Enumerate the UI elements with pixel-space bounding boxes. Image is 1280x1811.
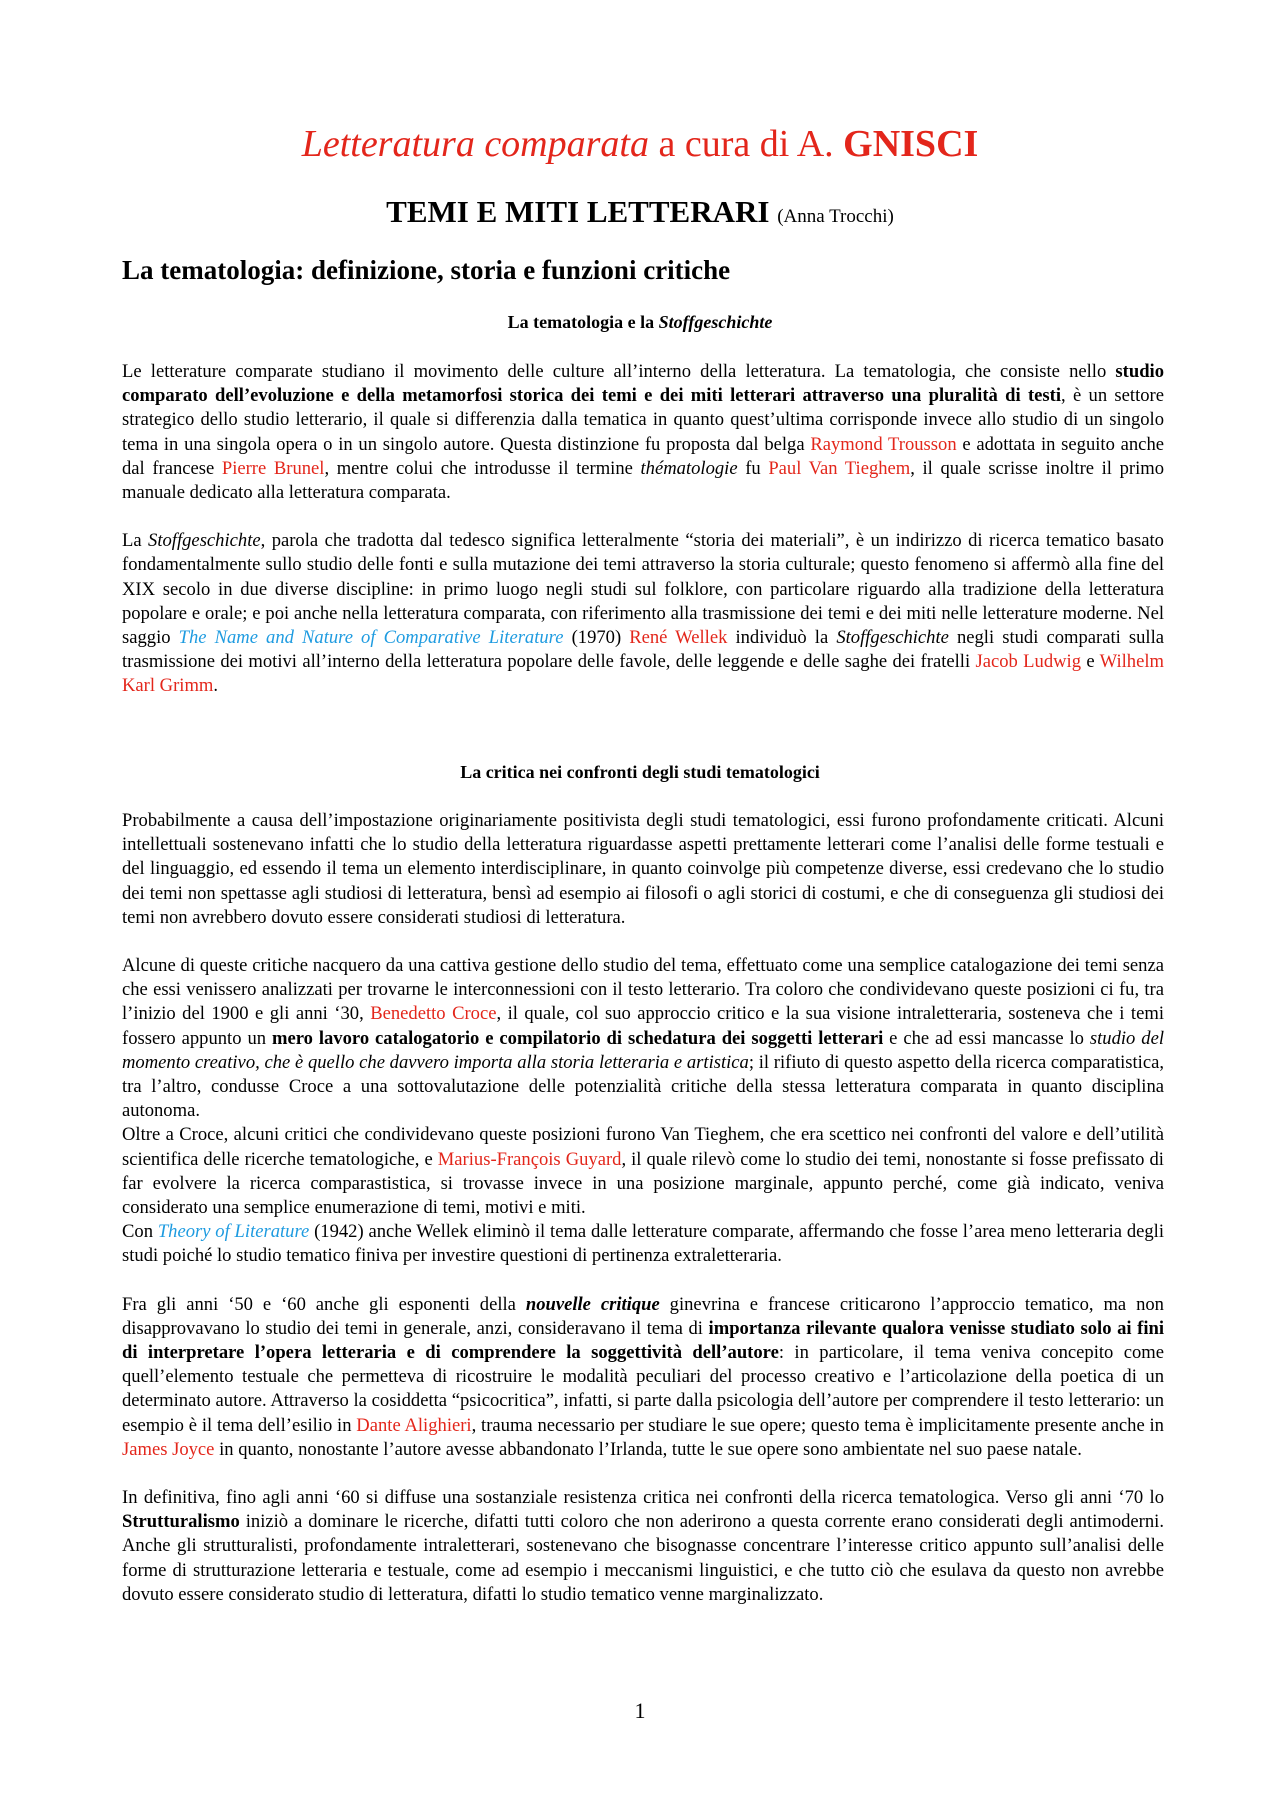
title-author: GNISCI bbox=[843, 123, 979, 165]
p7-text-a: Fra gli anni ‘50 e ‘60 anche gli esponenti della bbox=[122, 1293, 526, 1315]
paragraph-7 bbox=[122, 1293, 1164, 1462]
p1-bold: studio comparato dell’evoluzione e della metamorfosi storica dei temi e dei miti letterari attraverso una pluralità di testi bbox=[122, 361, 1164, 407]
p5-text-a: Oltre a Croce, alcuni critici che condividevano queste posizioni furono Van Tieghem, che era scettico nei confronti del valore e dell’utilità scientifica delle ricerche tematologiche, e bbox=[122, 1124, 1164, 1170]
p8-text-b: iniziò a dominare le ricerche, difatti tutti coloro che non aderirono a questa corrente erano considerati degli antimoderni. Anche gli strutturalisti, profondamente intraletterari, sostenevano che bisognasse concentrare l’interesse critico appunto sull’analisi delle forme di strutturazione letteraria e testuale, come ad esempio i meccanismi linguistici, e che tutto ciò che esulava da questo non avrebbe dovuto essere considerato studio di letteratura, difatti lo studio tematico venne marginalizzato. bbox=[122, 1511, 1164, 1605]
subsection-1-italic: Stoffgeschichte bbox=[658, 312, 773, 332]
p1-text-f: fu bbox=[737, 457, 769, 479]
paragraph-1 bbox=[122, 360, 1164, 505]
p8-strutturalismo: Strutturalismo bbox=[122, 1511, 240, 1533]
p1-text-g: , il quale scrisse inoltre il primo manuale dedicato alla letteratura comparata. bbox=[122, 457, 1164, 504]
p5-text-b: , il quale rilevò come lo studio dei temi, nonostante si fosse prefissato di far evolvere la ricerca comparastistica, si trovasse invece in una posizione marginale, appunto perché, come già indicato, veniva considerato una semplice enumerazione di temi, motivi e miti. bbox=[122, 1148, 1164, 1219]
p7-text-c: : in particolare, il tema veniva concepito come quell’elemento testuale che permetteva di ricostruire le modalità peculiari del processo creativo e l’articolazione della poetica di un determinato autore. Attraverso la cosiddetta “psicocritica”, infatti, si parte dalla psicologia dell’autore per comprendere il testo letterario: un esempio è il tema dell’esilio in bbox=[122, 1342, 1165, 1436]
document-subtitle bbox=[0, 192, 1280, 237]
section-heading: La tematologia: definizione, storia e funzioni critiche bbox=[122, 255, 731, 285]
p1-text-c: , è un settore strategico dello studio letterario, il quale si differenzia dalla tematica in quanto quest’ultima corrisponde invece allo studio di un singolo tema in una singola opera o in un singolo autore. Questa distinzione fu proposta dal belga bbox=[122, 385, 1164, 455]
link-benedetto-croce[interactable]: Benedetto Croce bbox=[370, 1003, 497, 1025]
p8-text-a: In definitiva, fino agli anni ‘60 si diffuse una sostanziale resistenza critica nei confronti della ricerca tematologica. Verso gli anni ‘70 lo bbox=[122, 1487, 1164, 1509]
link-theory-of-literature[interactable]: Theory of Literature bbox=[157, 1221, 310, 1243]
link-rene-wellek[interactable]: René Wellek bbox=[629, 627, 728, 649]
title-italic: Letteratura comparata bbox=[301, 123, 649, 165]
title-mid: a cura di A. bbox=[648, 123, 844, 165]
p7-text-b: ginevrina e francese criticarono l’approccio tematico, ma non disapprovavano lo studio dei temi in generale, anzi, consideravano il tema di bbox=[122, 1293, 1164, 1339]
paragraph-6 bbox=[122, 1220, 1164, 1268]
p7-bold: importanza rilevante qualora venisse studiato solo ai fini di interpretare l’opera letteraria e di comprendere la soggettività dell’autore bbox=[122, 1317, 1164, 1364]
p1-text-d: e adottata in seguito anche dal francese bbox=[122, 433, 1164, 479]
subsection-heading-2: La critica nei confronti degli studi tematologici bbox=[460, 762, 820, 782]
link-name-and-nature[interactable]: The Name and Nature of Comparative Literature bbox=[178, 627, 564, 649]
p2-stoffgeschichte-1: Stoffgeschichte bbox=[148, 530, 261, 552]
paragraph-8 bbox=[122, 1486, 1164, 1607]
p2-text-b: , parola che tradotta dal tedesco significa letteralmente “storia dei materiali”, è un indirizzo di ricerca tematico basato fondamentalmente sullo studio delle fonti e sulla mutazione dei temi attraverso la storia culturale; questo fenomeno si affermò alla fine del XIX secolo in due diverse discipline: in primo luogo negli studi sul folklore, con particolare riguardo alla tradizione della letteratura popolare e orale; e poi anche nella letteratura comparata, con riferimento alla trasmissione dei temi e dei miti nelle letterature moderne. Nel saggio bbox=[122, 530, 1164, 649]
p4-text-a: Alcune di queste critiche nacquero da una cattiva gestione dello studio del tema, effettuato come una semplice catalogazione dei temi senza che essi venissero analizzati per trovarne le interconnessioni con il testo letterario. Tra coloro che condividevano queste posizioni ci fu, tra l’inizio del 1900 e gli anni ‘30, bbox=[122, 955, 1164, 1025]
link-james-joyce[interactable]: James Joyce bbox=[122, 1438, 215, 1460]
subtitle-author: (Anna Trocchi) bbox=[777, 206, 894, 227]
p7-nouvelle-critique: nouvelle critique bbox=[525, 1293, 660, 1315]
p6-text-a: Con bbox=[122, 1221, 158, 1243]
document-title bbox=[0, 120, 1280, 168]
p2-text-f: e bbox=[1081, 651, 1100, 673]
p2-text-a: La bbox=[122, 530, 149, 552]
p7-text-e: in quanto, nonostante l’autore avesse abbandonato l’Irlanda, tutte le sue opere sono ambientate nel suo paese natale. bbox=[214, 1438, 1082, 1460]
p7-text-d: , trauma necessario per studiare le sue opere; questo tema è implicitamente presente anche in bbox=[471, 1414, 1164, 1436]
p2-stoffgeschichte-2: Stoffgeschichte bbox=[836, 627, 949, 649]
p2-text-c: (1970) bbox=[563, 627, 630, 649]
link-dante-alighieri[interactable]: Dante Alighieri bbox=[356, 1414, 472, 1436]
subsection-1-pre: La tematologia e la bbox=[507, 312, 659, 332]
p4-italic: studio del momento creativo, che è quello che davvero importa alla storia letteraria e artistica bbox=[122, 1027, 1164, 1073]
p2-text-e: negli studi comparati sulla trasmissione dei motivi all’interno della letteratura popolare delle favole, delle leggende e delle saghe dei fratelli bbox=[122, 627, 1164, 673]
p2-text-d: individuò la bbox=[727, 627, 837, 649]
link-pierre-brunel[interactable]: Pierre Brunel bbox=[221, 457, 325, 479]
body-block-1 bbox=[122, 360, 1164, 699]
body-block-2 bbox=[122, 809, 1164, 1607]
link-raymond-trousson[interactable]: Raymond Trousson bbox=[810, 433, 957, 455]
link-jacob-ludwig[interactable]: Jacob Ludwig bbox=[975, 651, 1082, 673]
p2-text-g: . bbox=[213, 675, 219, 697]
p4-text-d: ; il rifiuto di questo aspetto della ricerca comparatistica, tra l’altro, condusse Croce a una sottovalutazione delle potenzialità critiche della stessa letteratura comparata in quanto disciplina autonoma. bbox=[122, 1051, 1164, 1122]
p4-text-b: , il quale, col suo approccio critico e la sua visione intraletteraria, sosteneva che i temi fossero appunto un bbox=[122, 1003, 1164, 1049]
link-paul-van-tieghem[interactable]: Paul Van Tieghem bbox=[768, 457, 911, 479]
page-number: 1 bbox=[634, 1698, 646, 1723]
p1-text-a: Le letterature comparate studiano il movimento delle culture all’interno della letteratura. La tematologia, che consiste nello bbox=[122, 361, 1116, 382]
paragraph-2 bbox=[122, 529, 1164, 698]
p1-thematologie: thématologie bbox=[640, 457, 738, 479]
p4-bold: mero lavoro catalogatorio e compilatorio di schedatura dei soggetti letterari bbox=[271, 1027, 884, 1049]
p4-text-c: e che ad essi mancasse lo bbox=[883, 1027, 1090, 1049]
subtitle-text: TEMI E MITI LETTERARI bbox=[386, 194, 770, 229]
subsection-heading-1 bbox=[0, 310, 1280, 334]
paragraph-4 bbox=[122, 954, 1164, 1123]
paragraph-3: Probabilmente a causa dell’impostazione originariamente positivista degli studi tematologici, essi furono profondamente criticati. Alcuni intellettuali sostenevano infatti che lo studio della letteratura riguardasse aspetti prettamente letterari come l’analisi delle forme testuali e del linguaggio, ed essendo il tema un elemento interdisciplinare, in quanto coinvolge più competenze diverse, essi credevano che lo studio dei temi non spettasse agli studiosi di letteratura, bensì ad esempio ai filosofi o agli storici di costumi, e che di conseguenza gli studiosi dei temi non avrebbero dovuto essere considerati studiosi di letteratura. bbox=[122, 810, 1164, 928]
p6-text-b: (1942) anche Wellek eliminò il tema dalle letterature comparate, affermando che fosse l’area meno letteraria degli studi poiché lo studio tematico finiva per investire questioni di pertinenza extraletteraria. bbox=[122, 1221, 1164, 1267]
p1-text-e: , mentre colui che introdusse il termine bbox=[324, 457, 641, 479]
paragraph-5 bbox=[122, 1123, 1164, 1220]
link-wilhelm-karl-grimm[interactable]: Wilhelm Karl Grimm bbox=[122, 651, 1164, 697]
link-marius-francois-guyard[interactable]: Marius-François Guyard bbox=[437, 1148, 622, 1170]
